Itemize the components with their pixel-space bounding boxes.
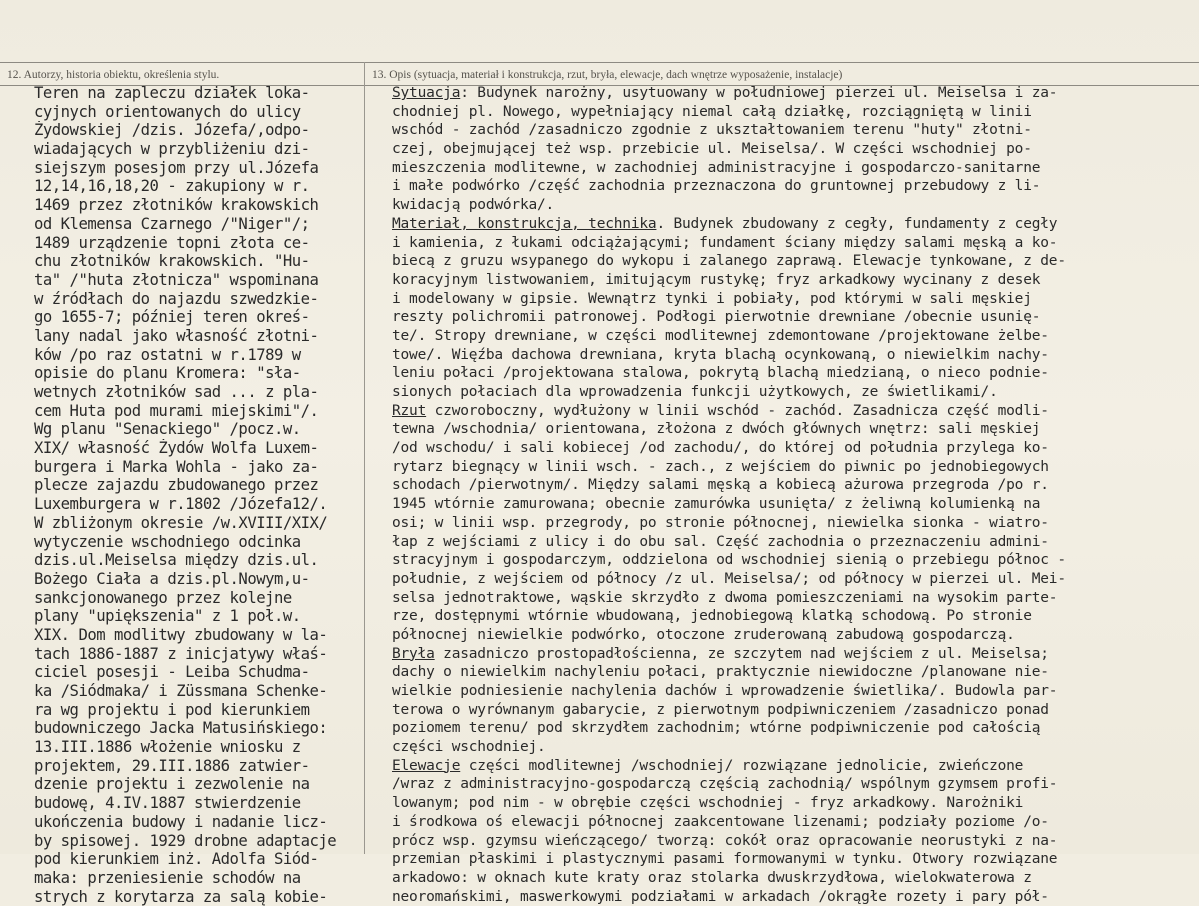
history-text-line: 12,14,16,18,20 - zakupiony w r. [34, 177, 310, 196]
line-text: 1945 wtórnie zamurowana; obecnie zamurówka usunięta/ z żeliwną kolumienką na [392, 496, 1041, 513]
line-text: chodniej pl. Nowego, wypełniający niemal całą działkę, rozciągniętą w linii [392, 103, 1032, 120]
history-text-line: cem Huta pod murami miejskimi"/. [34, 401, 319, 420]
description-text-line [392, 177, 1196, 196]
column-divider [364, 62, 365, 854]
line-text: terowa o wyrównanym gabarycie, z pierwotnym podpiwniczeniem /zasadniczo ponad [392, 701, 1049, 718]
history-text-line: maka: przeniesienie schodów na [34, 868, 301, 887]
history-text-line: siejszym posesjom przy ul.Józefa [34, 158, 319, 177]
history-text-line: tach 1886-1887 z inicjatywy właś- [34, 644, 328, 663]
description-text-line [392, 495, 1196, 514]
line-text: części modlitewnej /wschodniej/ rozwiązane jednolicie, zwieńczone [460, 757, 1024, 774]
description-text-line [392, 252, 1196, 271]
history-text-line: wytyczenie wschodniego odcinka [34, 532, 301, 551]
line-text: selsa jednotraktowe, wąskie skrzydło z dwoma pomieszczeniami na wysokim parte- [392, 589, 1058, 606]
description-text-line [392, 140, 1196, 159]
description-text-line [392, 738, 1196, 757]
description-text-column [392, 84, 1196, 906]
line-text: rytarz biegnący w linii wsch. - zach., z wejściem do piwnic po jednobiegowych [392, 458, 1049, 475]
history-text-line: chu złotników krakowskich. "Hu- [34, 252, 310, 271]
line-text: /wraz z administracyjno-gospodarczą częścią zachodnią/ wspólnym gzymsem profi- [392, 776, 1058, 793]
line-text: łap z wejściami z ulicy i do obu sal. Część zachodnia o przeznaczeniu admini- [392, 533, 1049, 550]
history-text-line: dzenie projektu i zezwolenie na [34, 775, 310, 794]
line-text: rze, dostępnymi wtórnie wbudowaną, jednobiegową klatką schodową. Po stronie [392, 608, 1032, 625]
history-text-line: lany nadal jako własność złotni- [34, 326, 319, 345]
description-text-line [392, 813, 1196, 832]
line-text: : Budynek narożny, usytuowany w południowej pierzei ul. Meiselsa i za- [460, 85, 1058, 101]
line-text: mieszczenia modlitewne, w zachodniej administracyjne i gospodarczo-sanitarne [392, 159, 1041, 176]
line-text: kwidacją podwórka/. [392, 197, 555, 214]
description-text-line [392, 626, 1196, 645]
history-text-line: od Klemensa Czarnego /"Niger"/; [34, 214, 310, 233]
description-text-line [392, 308, 1196, 327]
description-text-line [392, 364, 1196, 383]
history-text-line: go 1655-7; później teren okreś- [34, 308, 310, 327]
description-text-line [392, 589, 1196, 608]
history-text-line: 1469 przez złotników krakowskich [34, 196, 319, 215]
line-text: czworoboczny, wydłużony w linii wschód - zachód. Zasadnicza część modli- [426, 402, 1049, 419]
history-text-line: plecze zajazdu zbudowanego przez [34, 476, 319, 495]
description-text-line [392, 663, 1196, 682]
line-text: poziomem terenu/ pod skrzydłem zachodnim; wtórne podpiwniczenie pod całością [392, 720, 1041, 737]
description-text-line [392, 719, 1196, 738]
history-text-line: plany "upiększenia" z 1 poł.w. [34, 607, 301, 626]
history-text-column [34, 84, 362, 906]
description-text-line [392, 103, 1196, 122]
description-text-line [392, 439, 1196, 458]
history-text-line: cyjnych orientowanych do ulicy [34, 102, 301, 121]
line-text: i modelowany w gipsie. Wewnątrz tynki i pobiały, pod którymi w sali męskiej [392, 290, 1032, 307]
line-text: schodach /pierwotnym/. Między salami męską a kobiecą ażurowa przegroda /po r. [392, 477, 1049, 494]
section-label: Elewacje [392, 757, 461, 774]
history-text-line: ta" /"huta złotnicza" wspominana [34, 270, 319, 289]
description-text-line [392, 850, 1196, 869]
line-text: czej, obejmującej też wsp. przebicie ul. Meiselsa/. W części wschodniej po- [392, 141, 1032, 158]
history-text-line: W zbliżonym okresie /w.XVIII/XIX/ [34, 513, 328, 532]
description-text-line [392, 215, 1196, 234]
line-text: osi; w linii wsp. przegrody, po stronie północnej, niewielka sionka - wiatro- [392, 514, 1049, 531]
history-text-line: Teren na zapleczu działek loka- [34, 84, 310, 102]
line-text: dachy o niewielkim nachyleniu połaci, praktycznie niewidoczne /planowane nie- [392, 664, 1049, 681]
line-text: prócz wsp. gzymsu wieńczącego/ tworzą: cokół oraz opracowanie neorustyki z na- [392, 832, 1058, 849]
description-text-line [392, 757, 1196, 776]
history-text-line: pod kierunkiem inż. Adolfa Siód- [34, 850, 319, 869]
history-text-line: wetnych złotników sad ... z pla- [34, 383, 319, 401]
description-text-line [392, 84, 1196, 103]
description-text-line [392, 607, 1196, 626]
history-text-line: Żydowskiej /dzis. Józefa/,odpo- [34, 121, 310, 140]
section-label: Sytuacja [392, 85, 461, 101]
section-label: Bryła [392, 645, 435, 662]
line-text: reszty polichromii patronowej. Podłogi pierwotnie drewniane /obecnie usunię- [392, 309, 1041, 326]
description-text-line [392, 533, 1196, 552]
line-text: leniu połaci /projektowana stalowa, pokrytą blachą miedzianą, o nieco podnie- [392, 365, 1049, 382]
description-text-line [392, 645, 1196, 664]
line-text: tewna /wschodnia/ orientowana, złożona z dwóch głównych wnętrz: sali męskiej [392, 421, 1041, 438]
description-text-line [392, 476, 1196, 495]
line-text: neoromańskimi, maswerkowymi podziałami w arkadach /okrągłe rozety i pary pół- [392, 888, 1049, 905]
line-text: arkadowo: w oknach kute kraty oraz stolarka dwuskrzydłowa, wielokwaterowa z [392, 869, 1032, 886]
history-text-line: XIX. Dom modlitwy zbudowany w la- [34, 625, 328, 644]
line-text: lowanym; pod nim - w obrębie części wschodniej - fryz arkadkowy. Narożniki [392, 795, 1024, 812]
history-text-line: by spisowej. 1929 drobne adaptacje [34, 831, 337, 850]
history-text-line: projektem, 29.III.1886 zatwier- [34, 756, 310, 775]
history-text-line: 1489 urządzenie topni złota ce- [34, 233, 310, 252]
history-text-line: Bożego Ciała a dzis.pl.Nowym,u- [34, 569, 310, 588]
line-text: i środkowa oś elewacji północnej zaakcentowane lizenami; podziały poziome /o- [392, 813, 1049, 830]
line-text: i małe podwórko /część zachodnia przeznaczona do gruntownej przebudowy z li- [392, 178, 1041, 195]
description-text-line [392, 551, 1196, 570]
history-text-line: budowniczego Jacka Matusińskiego: [34, 719, 328, 738]
description-text-line [392, 888, 1196, 906]
description-text-line [392, 869, 1196, 888]
line-text: towe/. Więźba dachowa drewniana, kryta blachą ocynkowaną, o niewielkim nachy- [392, 346, 1049, 363]
line-text: północnej niewielkie podwórko, otoczone zruderowaną zabudową gospodarczą. [392, 626, 1015, 643]
description-text-line [392, 701, 1196, 720]
history-text-line: Wg planu "Senackiego" /pocz.w. [34, 420, 301, 439]
history-text-line: ra wg projektu i pod kierunkiem [34, 700, 310, 719]
history-text-line: opisie do planu Kromera: "sła- [34, 364, 301, 383]
header-top-rule [0, 62, 1199, 63]
line-text: przemian płaskimi i plastycznymi pasami formowanymi w tynku. Otwory rozwiązane [392, 851, 1058, 868]
history-text-line: XIX/ własność Żydów Wolfa Luxem- [34, 439, 319, 458]
description-text-line [392, 682, 1196, 701]
section-label: Rzut [392, 402, 427, 419]
description-text-line [392, 346, 1196, 365]
history-text-line: ciciel posesji - Leiba Schudma- [34, 663, 310, 682]
history-text-line: Luxemburgera w r.1802 /Józefa12/. [34, 495, 328, 514]
description-text-line [392, 832, 1196, 851]
line-text: /od wschodu/ i sali kobiecej /od zachodu/, do której od południa przylega ko- [392, 440, 1049, 457]
history-text-line: 13.III.1886 włożenie wniosku z [34, 738, 301, 757]
history-text-line: burgera i Marka Wohla - jako za- [34, 457, 319, 476]
line-text: południe, z wejściem od północy /z ul. Meiselsa/; od północy w pierzei ul. Mei- [392, 570, 1066, 587]
history-text-line: ukończenia budowy i nadanie licz- [34, 812, 328, 831]
description-text-line [392, 402, 1196, 421]
history-text-line: ka /Siódmaka/ i Züssmana Schenke- [34, 682, 328, 700]
history-text-line: w źródłach do najazdu szwedzkie- [34, 289, 319, 308]
line-text: wschód - zachód /zasadniczo zgodnie z ukształtowaniem terenu "huty" złotni- [392, 122, 1032, 139]
line-text: sionych połaciach dla wprowadzenia funkcji użytkowych, ze świetlikami/. [392, 384, 998, 400]
line-text: stracyjnym i gospodarczym, oddzielona od wschodniej sienią o przebiegu północ - [392, 552, 1066, 569]
description-text-line [392, 514, 1196, 533]
history-text-line: budowę, 4.IV.1887 stwierdzenie [34, 794, 301, 813]
description-text-line [392, 196, 1196, 215]
description-text-line [392, 775, 1196, 794]
line-text: . Budynek zbudowany z cegły, fundamenty z cegły [656, 215, 1058, 232]
line-text: wielkie podniesienie nachylenia dachów i wprowadzenie świetlika/. Budowla par- [392, 683, 1058, 699]
history-text-line: dzis.ul.Meiselsa między dzis.ul. [34, 551, 319, 570]
history-text-line: wiadających w przybliżeniu dzi- [34, 140, 310, 159]
line-text: zasadniczo prostopadłościenna, ze szczytem nad wejściem z ul. Meiselsa; [434, 645, 1049, 662]
line-text: te/. Stropy drewniane, w części modlitewnej zdemontowane /projektowane żelbe- [392, 327, 1049, 344]
description-text-line [392, 458, 1196, 477]
right-column-header: 13. Opis (sytuacja, materiał i konstrukcja, rzut, bryła, elewacje, dach wnętrze wyposażenie, instalacje) [372, 69, 843, 81]
line-text: i kamienia, z łukami odciążającymi; fundament ściany między salami męską a ko- [392, 234, 1058, 251]
description-text-line [392, 234, 1196, 253]
left-column-header: 12. Autorzy, historia obiektu, określenia stylu. [7, 69, 220, 81]
history-text-line: strych z korytarza za salą kobie- [34, 887, 328, 906]
description-text-line [392, 383, 1196, 402]
history-text-line: ków /po raz ostatni w r.1789 w [34, 345, 301, 364]
description-text-line [392, 290, 1196, 309]
section-label: Materiał, konstrukcja, technika [392, 215, 657, 232]
description-text-line [392, 121, 1196, 140]
description-text-line [392, 327, 1196, 346]
description-text-line [392, 420, 1196, 439]
description-text-line [392, 794, 1196, 813]
description-text-line [392, 271, 1196, 290]
line-text: części wschodniej. [392, 739, 546, 756]
history-text-line: sankcjonowanego przez kolejne [34, 588, 292, 607]
description-text-line [392, 570, 1196, 589]
line-text: koracyjnym listwowaniem, imitującym rustykę; fryz arkadkowy wycinany z desek [392, 271, 1041, 288]
line-text: biecą z gruzu wsypanego do wykopu i zalanego zaprawą. Elewacje tynkowane, z de- [392, 253, 1066, 270]
description-text-line [392, 159, 1196, 178]
